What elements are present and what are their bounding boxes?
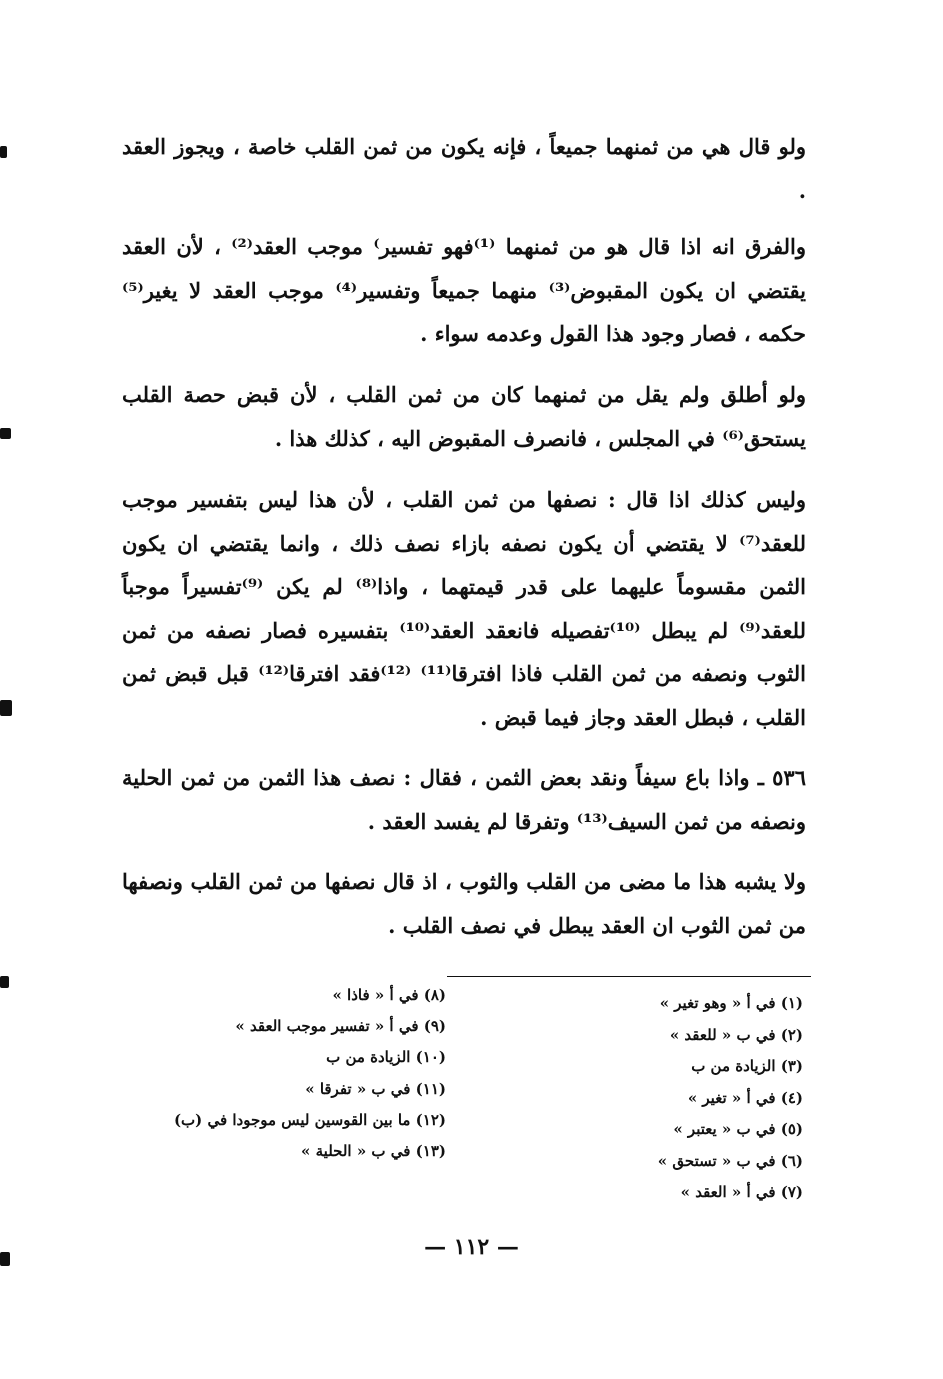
- scan-edge-mark: [0, 428, 11, 439]
- paragraph-1: ولو قال هي من ثمنهما جميعاً ، فإنه يكون من ثمن القلب خاصة ، ويجوز العقد .: [122, 134, 806, 203]
- paragraph-536: ٥٣٦ ـ واذا باع سيفاً ونقد بعض الثمن ، فقال : نصف هذا الثمن من ثمن الحلية ونصفه من ثمن السيف⁽¹³⁾ وتفرقا لم يفسد العقد .: [122, 765, 806, 834]
- footnote-13: (١٣) في ب « الحلية »: [301, 1142, 446, 1161]
- footnote-1: (١) في أ « وهو تغير »: [659, 994, 803, 1012]
- page-number: — ١١٢ —: [424, 1234, 519, 1260]
- scan-edge-mark: [0, 146, 7, 158]
- footnotes-left-column: [96, 980, 446, 1167]
- footnote-4: (٤) في أ « تغير »: [687, 1088, 803, 1107]
- footnote-2: (٢) في ب « للعقد »: [669, 1025, 803, 1044]
- footnote-6: (٦) في ب « تستحق »: [657, 1151, 803, 1170]
- footnote-divider: [447, 976, 811, 977]
- paragraph-4: وليس كذلك اذا قال : نصفها من ثمن القلب ، لأن هذا ليس بتفسير موجب للعقد⁽⁷⁾ لا يقتضي أن يكون نصفه بازاء نصف ذلك ، وانما يقتضي ان يكون الثمن مقسوماً عليهما على قدر قيمتهما ، واذا⁽⁸⁾ لم يكن ⁽⁹⁾تفسيراً موجباً للعقد⁽⁹⁾ لم يبطل ⁽¹⁰⁾تفصيله فانعقد العقد⁽¹⁰⁾ بتفسيره فصار نصفه من ثمن الثوب ونصفه من ثمن القلب فاذا افترقا⁽¹¹⁾ ⁽¹²⁾فقد افترقا⁽¹²⁾ قبل قبض ثمن القلب ، فبطل العقد وجاز فيما قبض .: [122, 487, 807, 730]
- scan-edge-mark: [0, 700, 12, 716]
- footnote-11: (١١) في ب « تفرقا »: [305, 1079, 446, 1098]
- footnote-12: (١٢) ما بين القوسين ليس موجودا في (ب): [173, 1110, 446, 1129]
- footnote-3: (٣) الزيادة من ب: [691, 1057, 803, 1075]
- footnote-10: (١٠) الزيادة من ب: [326, 1048, 446, 1067]
- paragraph-3: ولو أطلق ولم يقل من ثمنهما كان من ثمن القلب ، لأن قبض حصة القلب يستحق⁽⁶⁾ في المجلس ، فانصرف المقبوض اليه ، كذلك هذا .: [122, 382, 806, 451]
- footnote-5: (٥) في ب « يعتبر »: [673, 1120, 803, 1138]
- paragraph-6: ولا يشبه هذا ما مضى من القلب والثوب ، اذ قال نصفها من ثمن القلب ونصفها من ثمن الثوب ان العقد يبطل في نصف القلب .: [122, 869, 806, 938]
- footnotes-right-column: [503, 988, 803, 1209]
- footnote-9: (٩) في أ « تفسير موجب العقد »: [235, 1017, 446, 1036]
- paragraph-2: والفرق انه اذا قال هو من ثمنهما ⁽¹⁾فهو تفسير⁾ موجب العقد⁽²⁾ ، لأن العقد يقتضي ان يكون المقبوض⁽³⁾ منهما جميعاً وتفسير⁽⁴⁾ موجب العقد لا يغير⁽⁵⁾ حكمه ، فصار وجود هذا القول وعدمه سواء .: [122, 234, 806, 346]
- footnote-7: (٧) في أ « العقد »: [680, 1183, 803, 1201]
- scan-edge-mark: [0, 1252, 10, 1266]
- footnote-8: (٨) في أ « فاذا »: [332, 986, 446, 1004]
- scan-edge-mark: [0, 976, 9, 988]
